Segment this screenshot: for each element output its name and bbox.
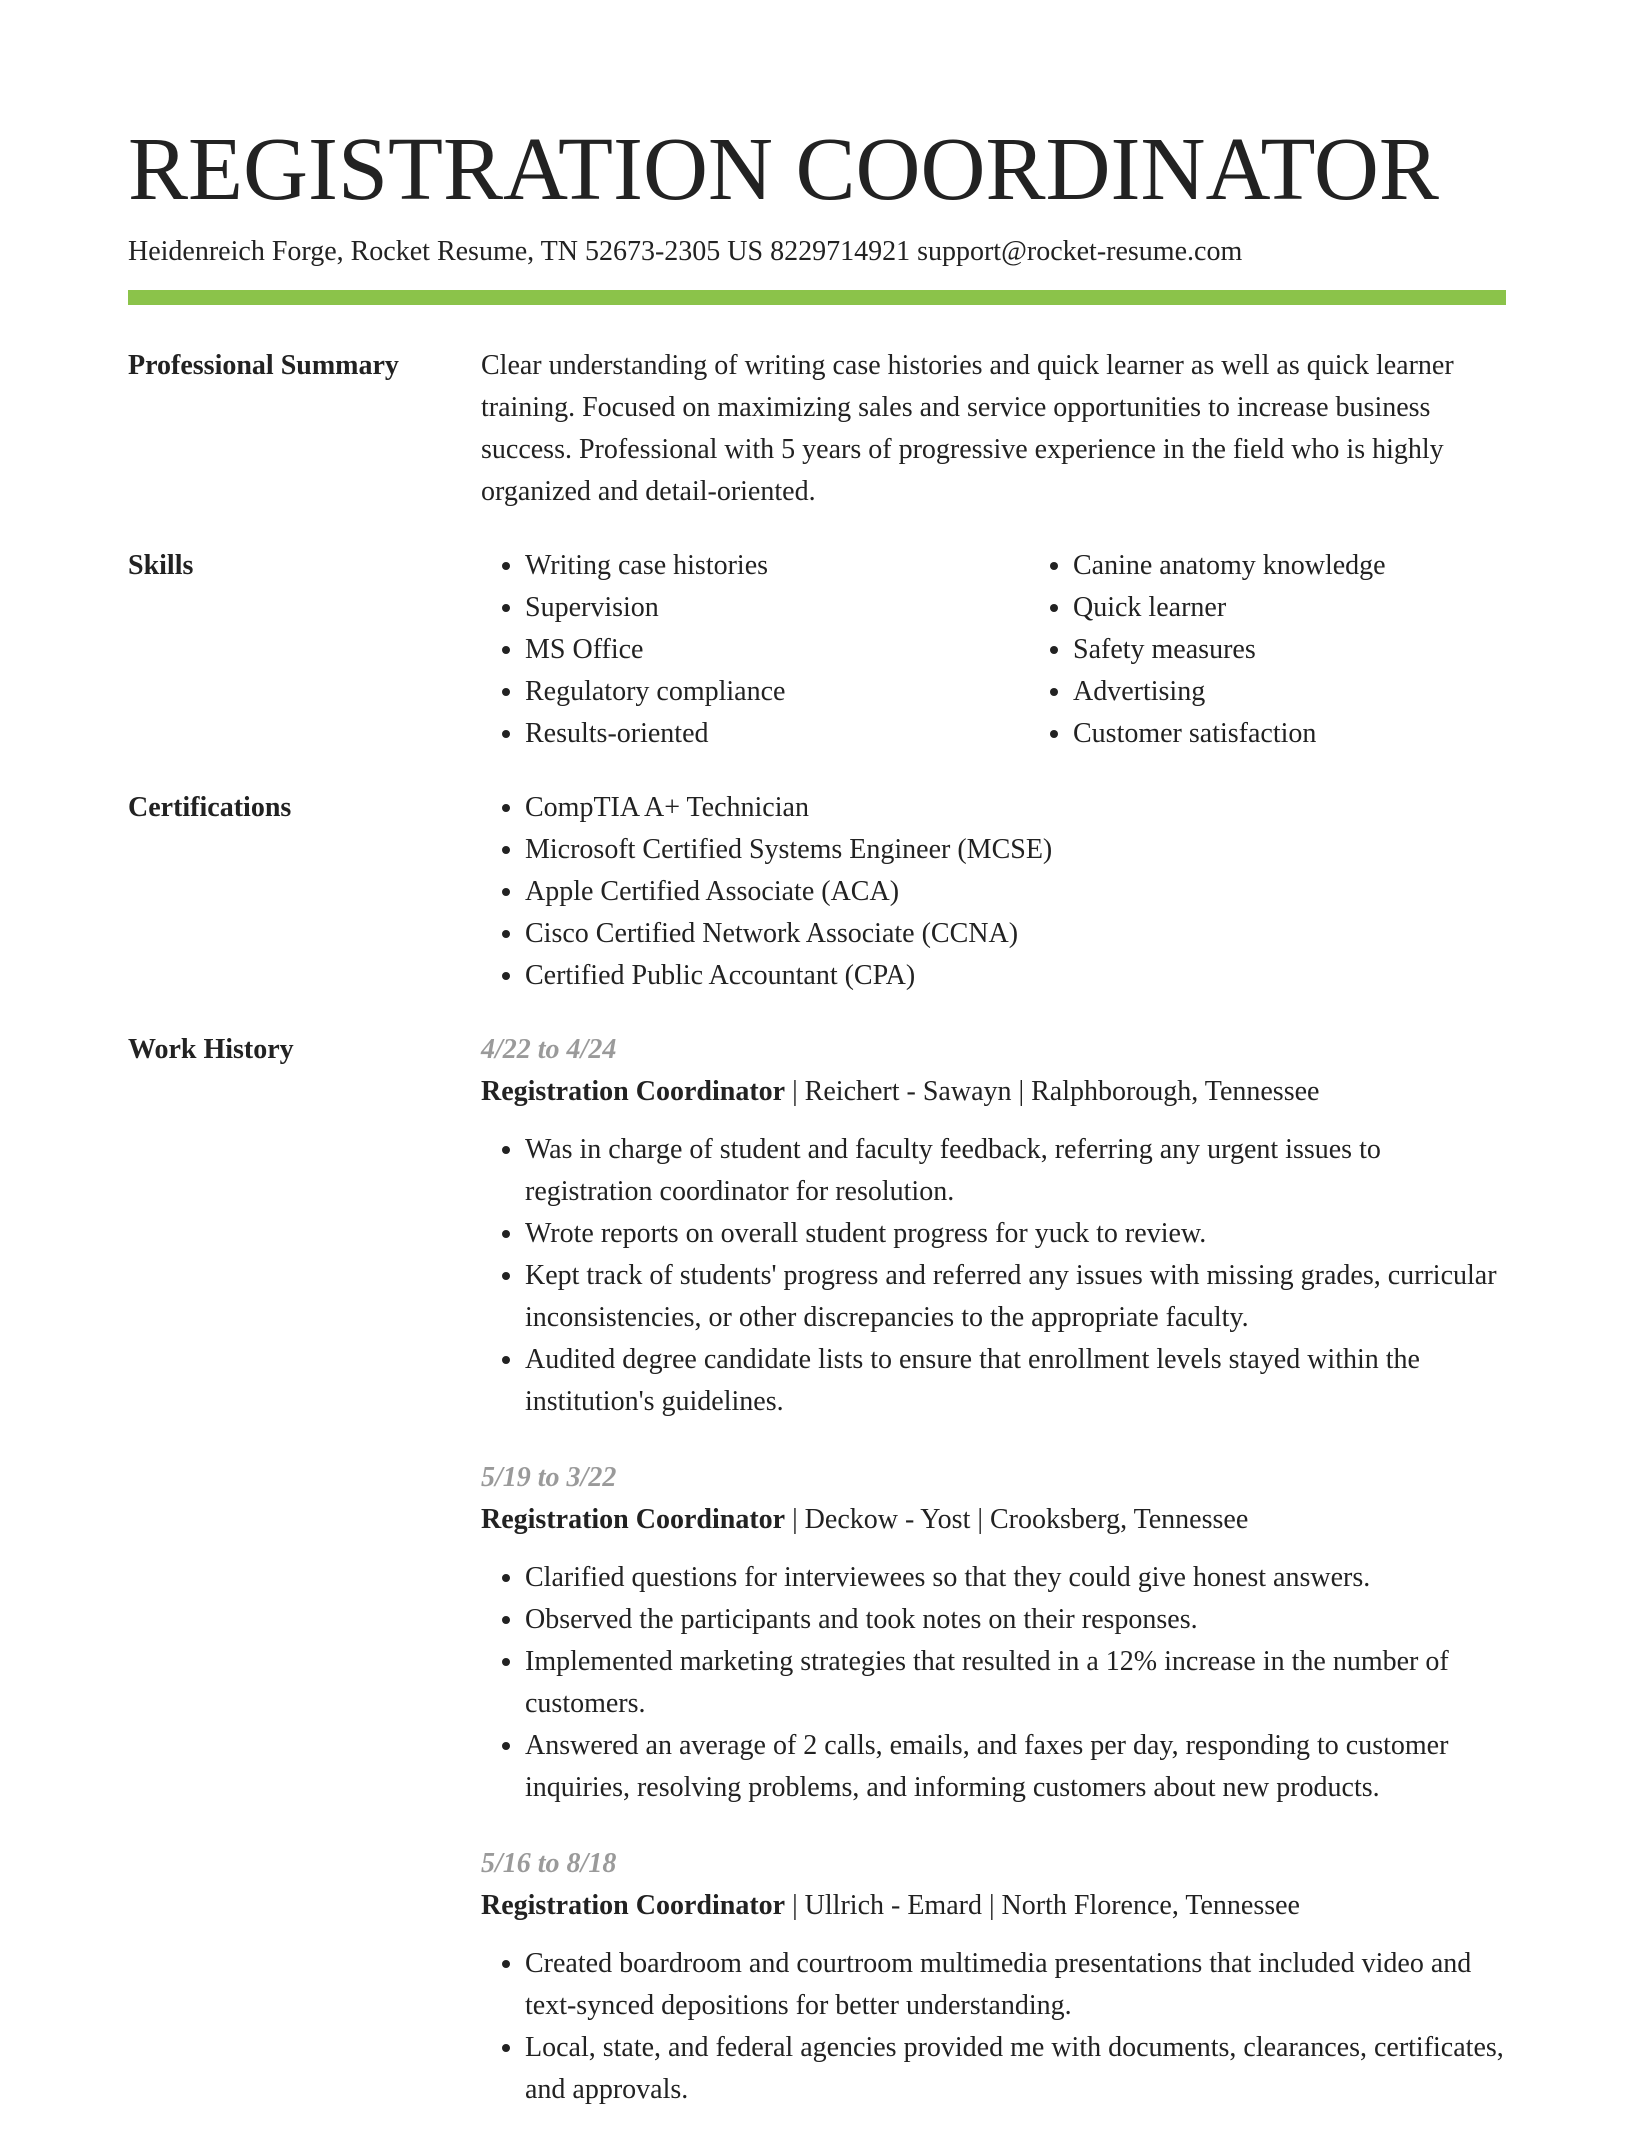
certification-item: • CompTIA A+ Technician xyxy=(525,787,1506,829)
skill-item: • Regulatory compliance xyxy=(525,671,1029,713)
work-history-section xyxy=(128,1029,1506,2145)
job-bullets xyxy=(481,1129,1506,1423)
job-bullet: • Observed the participants and took notes on their responses. xyxy=(525,1599,1506,1641)
job-bullet: • Audited degree candidate lists to ensure that enrollment levels stayed within the institution's guidelines. xyxy=(525,1339,1506,1423)
job-company-location: | Ullrich - Emard | North Florence, Tennessee xyxy=(785,1890,1300,1921)
job-bullet: • Created boardroom and courtroom multimedia presentations that included video and text-synced depositions for better understanding. xyxy=(525,1943,1506,2027)
job-bullets xyxy=(481,1557,1506,1809)
job-entry xyxy=(481,1457,1506,1809)
job-bullet: • Local, state, and federal agencies provided me with documents, clearances, certificates, and approvals. xyxy=(525,2027,1506,2111)
certifications-list xyxy=(481,787,1506,997)
skill-item: • Customer satisfaction xyxy=(1073,713,1577,755)
job-bullet: • Kept track of students' progress and referred any issues with missing grades, curricular inconsistencies, or other discrepancies to the appropriate faculty. xyxy=(525,1255,1506,1339)
job-title: Registration Coordinator xyxy=(481,1076,786,1107)
certification-item: • Apple Certified Associate (ACA) xyxy=(525,871,1506,913)
certification-item: • Certified Public Accountant (CPA) xyxy=(525,955,1506,997)
skill-item: • Supervision xyxy=(525,587,1029,629)
accent-divider xyxy=(128,290,1506,305)
job-entry xyxy=(481,1029,1506,1423)
job-dates: 4/22 to 4/24 xyxy=(481,1034,617,1065)
skills-section xyxy=(128,545,1506,755)
summary-text: Clear understanding of writing case histories and quick learner as well as quick learner training. Focused on maximizing sales and service opportunities to increase business success. Professional with 5 years of progressive experience in the field who is highly organized and detail-oriented. xyxy=(481,350,1454,507)
skills-list-right xyxy=(1029,545,1577,755)
job-title: Registration Coordinator xyxy=(481,1504,786,1535)
skill-item: • Writing case histories xyxy=(525,545,1029,587)
section-title-skills: Skills xyxy=(128,550,194,581)
job-company-location: | Reichert - Sawayn | Ralphborough, Tennessee xyxy=(785,1076,1320,1107)
job-bullet: • Clarified questions for interviewees so that they could give honest answers. xyxy=(525,1557,1506,1599)
job-company-location: | Deckow - Yost | Crooksberg, Tennessee xyxy=(785,1504,1249,1535)
skill-item: • Advertising xyxy=(1073,671,1577,713)
resume-page xyxy=(128,118,1506,2145)
job-bullet: • Was in charge of student and faculty feedback, referring any urgent issues to registration coordinator for resolution. xyxy=(525,1129,1506,1213)
certification-item: • Cisco Certified Network Associate (CCNA) xyxy=(525,913,1506,955)
certification-item: • Microsoft Certified Systems Engineer (MCSE) xyxy=(525,829,1506,871)
job-dates: 5/16 to 8/18 xyxy=(481,1848,617,1879)
job-entry xyxy=(481,1843,1506,2111)
job-bullets xyxy=(481,1943,1506,2111)
job-bullet: • Answered an average of 2 calls, emails, and faxes per day, responding to customer inquiries, resolving problems, and informing customers about new products. xyxy=(525,1725,1506,1809)
job-bullet: • Implemented marketing strategies that resulted in a 12% increase in the number of customers. xyxy=(525,1641,1506,1725)
job-title: Registration Coordinator xyxy=(481,1890,786,1921)
section-title-summary: Professional Summary xyxy=(128,350,399,381)
skills-list-left xyxy=(481,545,1029,755)
contact-info: Heidenreich Forge, Rocket Resume, TN 52673-2305 US 8229714921 support@rocket-resume.com xyxy=(128,236,1243,267)
job-header xyxy=(481,1885,1506,1927)
summary-section xyxy=(128,345,1506,513)
section-title-work-history: Work History xyxy=(128,1034,294,1065)
certifications-section xyxy=(128,787,1506,997)
section-title-certifications: Certifications xyxy=(128,792,292,823)
skill-item: • Quick learner xyxy=(1073,587,1577,629)
job-header xyxy=(481,1499,1506,1541)
skill-item: • Canine anatomy knowledge xyxy=(1073,545,1577,587)
skill-item: • Results-oriented xyxy=(525,713,1029,755)
resume-name: REGISTRATION COORDINATOR xyxy=(128,120,1439,219)
job-dates: 5/19 to 3/22 xyxy=(481,1462,617,1493)
job-bullet: • Wrote reports on overall student progress for yuck to review. xyxy=(525,1213,1506,1255)
skill-item: • MS Office xyxy=(525,629,1029,671)
job-header xyxy=(481,1071,1506,1113)
skill-item: • Safety measures xyxy=(1073,629,1577,671)
